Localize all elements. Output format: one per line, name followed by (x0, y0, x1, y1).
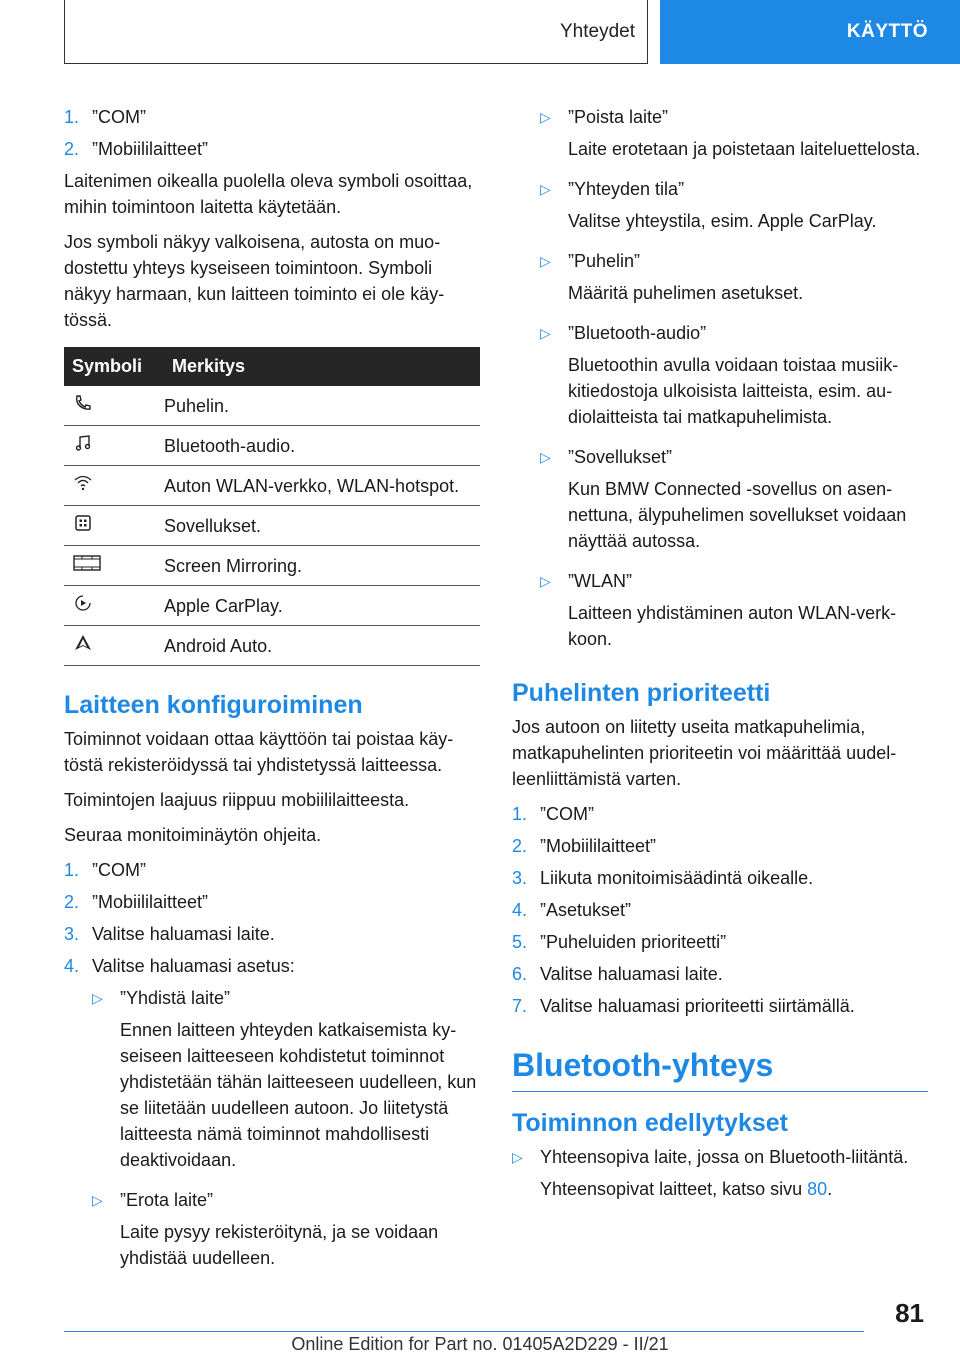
steps-list-2 (64, 857, 480, 979)
table-row: Android Auto. (64, 626, 480, 666)
triangle-bullet-icon: ▷ (540, 253, 551, 269)
list-item: ▷ ”Sovellukset” Kun BMW Connected -sovellus on asennettuna, älypuhelimen sovellukset voidaan näyttää autossa. (540, 444, 928, 560)
settings-options-list (64, 985, 480, 1277)
list-item: 1. ”COM” (64, 107, 146, 127)
list-item: ▷ ”WLAN” Laitteen yhdistäminen auton WLAN-verkkoon. (540, 568, 928, 658)
triangle-bullet-icon: ▷ (540, 325, 551, 341)
list-item: ▷ ”Puhelin” Määritä puhelimen asetukset. (540, 248, 928, 312)
wifi-icon (72, 474, 94, 496)
footer-text: Online Edition for Part no. 01405A2D229 - II/21 (291, 1334, 669, 1354)
heading-function-requirements: Toiminnon edellytykset (512, 1109, 788, 1137)
header-chapter-tab (660, 0, 960, 64)
right-column (512, 104, 928, 1216)
triangle-bullet-icon: ▷ (92, 1192, 103, 1208)
list-item: 2. ”Mobiililaitteet” (512, 836, 657, 856)
triangle-bullet-icon: ▷ (540, 181, 551, 197)
list-item: ▷ ”Yhteyden tila” Valitse yhteystila, esim. Apple CarPlay. (540, 176, 928, 240)
paragraph: Jos autoon on liitetty useita matkapuhelimia, matkapuhelinten prioriteetin voi määrittää uudelleenliittämistä varten. (512, 717, 897, 789)
triangle-bullet-icon: ▷ (540, 109, 551, 125)
list-item: 6. Valitse haluamasi laite. (512, 964, 723, 984)
list-item: ▷ ”Bluetooth-audio” Bluetoothin avulla voidaan toistaa musiikkitiedostoja ulkoisista laitteista, esim. audiolaitteista tai matkapuhelimista. (540, 320, 928, 436)
list-item: 1. ”COM” (512, 804, 594, 824)
paragraph: Laitenimen oikealla puolella oleva symboli osoittaa, mihin toimintoon laitetta käytetään. (64, 171, 473, 217)
paragraph: Jos symboli näkyy valkoisena, autosta on muodostettu yhteys kyseiseen toimintoon. Symboli näkyy harmaan, kun laitteen toiminto ei ole käytössä. (64, 232, 445, 330)
heading-device-configuration: Laitteen konfiguroiminen (64, 691, 363, 719)
header-section-title: Yhteydet (560, 20, 635, 42)
list-item: ▷ Yhteensopiva laite, jossa on Bluetooth-liitäntä. Yhteensopivat laitteet, katso sivu 80. (512, 1144, 928, 1208)
carplay-icon (72, 594, 94, 616)
apps-icon (72, 514, 94, 536)
android-auto-icon (72, 634, 94, 656)
table-row: Apple CarPlay. (64, 586, 480, 626)
list-item: 4. Valitse haluamasi asetus: (64, 956, 295, 976)
paragraph: Seuraa monitoiminäytön ohjeita. (64, 825, 322, 845)
paragraph: Toiminnot voidaan ottaa käyttöön tai poistaa käytöstä rekisteröidyssä tai yhdistetyssä laitteessa. (64, 729, 454, 775)
triangle-bullet-icon: ▷ (92, 990, 103, 1006)
table-header-row (64, 347, 480, 386)
table-row: Puhelin. (64, 386, 480, 426)
list-item: 2. ”Mobiililaitteet” (64, 892, 209, 912)
footer-divider (64, 1331, 864, 1332)
table-row: Sovellukset. (64, 506, 480, 546)
table-row: Bluetooth-audio. (64, 426, 480, 466)
list-item: 3. Valitse haluamasi laite. (64, 924, 275, 944)
settings-options-list-cont (512, 104, 928, 658)
list-item: 1. ”COM” (64, 860, 146, 880)
symbol-table (64, 347, 480, 666)
list-item: 2. ”Mobiililaitteet” (64, 139, 209, 159)
paragraph: Toimintojen laajuus riippuu mobiililaitteesta. (64, 790, 410, 810)
list-item: 3. Liikuta monitoimisäädintä oikealle. (512, 868, 814, 888)
table-header-symbol: Symboli (64, 347, 164, 386)
screen-mirroring-icon (72, 554, 102, 576)
page-reference-link[interactable]: 80 (807, 1179, 828, 1199)
left-column (64, 104, 480, 1285)
requirements-list (512, 1144, 928, 1208)
page-number: 81 (895, 1298, 924, 1328)
heading-phone-priority: Puhelinten prioriteetti (512, 679, 771, 707)
header-chapter-title: KÄYTTÖ (846, 21, 928, 42)
table-header-meaning: Merkitys (164, 347, 480, 386)
header-section-box (64, 0, 648, 64)
list-item: 4. ”Asetukset” (512, 900, 632, 920)
heading-bluetooth-connection: Bluetooth-yhteys (512, 1043, 928, 1092)
triangle-bullet-icon: ▷ (540, 573, 551, 589)
table-row: Screen Mirroring. (64, 546, 480, 586)
list-item: ▷ ”Yhdistä laite” Ennen laitteen yhteyden katkaisemista kyseiseen laitteeseen kohdistetut toiminnot yhdistetään tähän laitteeseen uudelleen, kun se liitetään uudelleen autoon. Jo liitetystä laitteesta nämä toiminnot mahdollisesti deaktivoidaan. (92, 985, 480, 1179)
table-row: Auton WLAN-verkko, WLAN-hotspot. (64, 466, 480, 506)
triangle-bullet-icon: ▷ (540, 449, 551, 465)
phone-icon (72, 394, 94, 416)
list-item: ▷ ”Erota laite” Laite pysyy rekisteröitynä, ja se voidaan yhdistää uudelleen. (92, 1187, 480, 1277)
triangle-bullet-icon: ▷ (512, 1149, 523, 1165)
compatible-devices-note: Yhteensopivat laitteet, katso sivu 80. (540, 1179, 833, 1199)
list-item: 7. Valitse haluamasi prioriteetti siirtämällä. (512, 996, 855, 1016)
list-item: 5. ”Puheluiden prioriteetti” (512, 932, 727, 952)
list-item: ▷ ”Poista laite” Laite erotetaan ja poistetaan laiteluettelosta. (540, 104, 928, 168)
music-note-icon (72, 434, 94, 456)
steps-list-3 (512, 801, 928, 1019)
steps-list-1 (64, 104, 480, 162)
